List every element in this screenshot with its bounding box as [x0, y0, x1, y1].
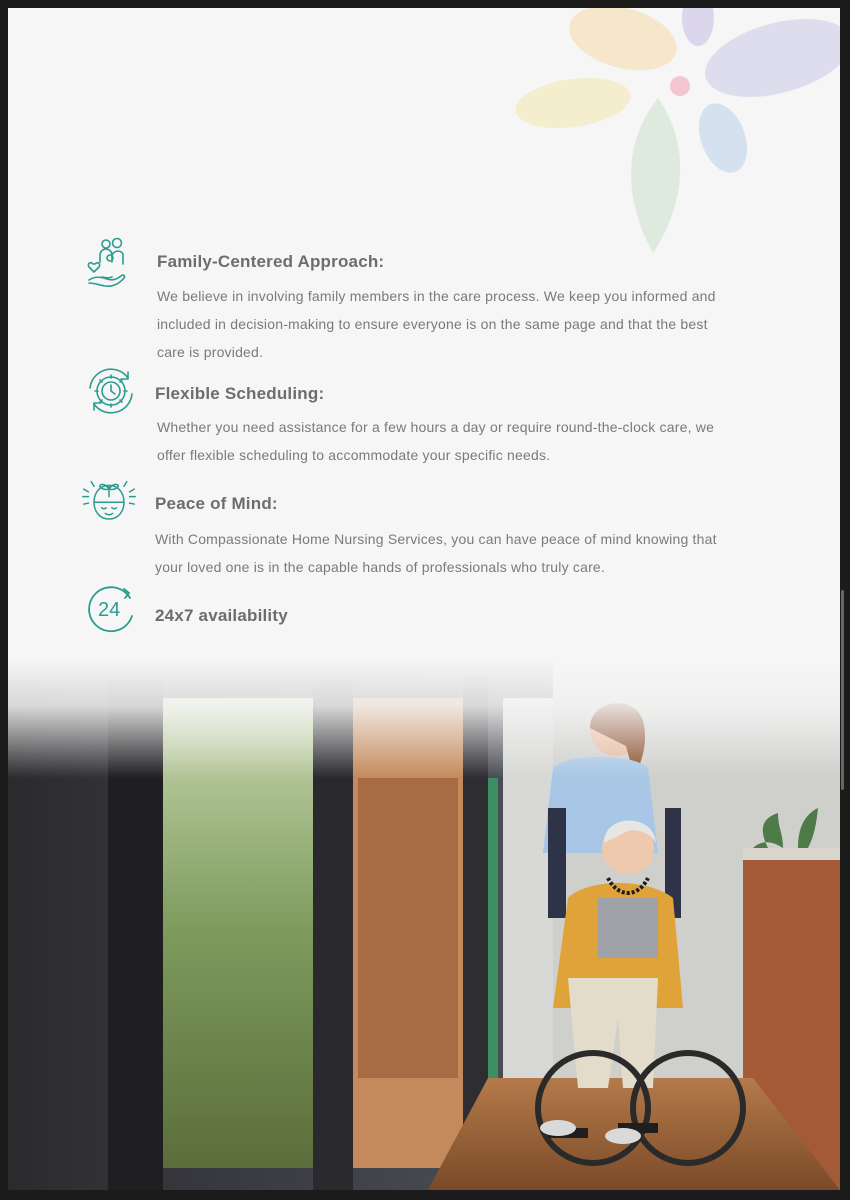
description-line: Whether you need assistance for a few hours a day or require round-the-clock care, we: [157, 419, 715, 435]
photo-top-fade: [8, 658, 840, 778]
feature-title: Flexible Scheduling:: [155, 384, 325, 403]
description-line: included in decision-making to ensure everyone is on the same page and that the best: [157, 316, 708, 332]
feature-description: [155, 525, 717, 581]
mind-head-plant-icon: [80, 476, 138, 534]
family-hands-heart-icon: [82, 234, 140, 292]
scrollbar-thumb[interactable]: [841, 590, 844, 790]
description-line: offer flexible scheduling to accommodate your specific needs.: [157, 447, 551, 463]
feature-title: 24x7 availability: [155, 606, 288, 625]
description-line: With Compassionate Home Nursing Services, you can have peace of mind knowing that: [155, 531, 717, 547]
24-hours-icon: [86, 582, 140, 636]
feature-title: Family-Centered Approach:: [157, 252, 385, 271]
description-line: We believe in involving family members in the care process. We keep you informed and: [157, 288, 716, 304]
brochure-page: [8, 8, 840, 1190]
description-line: your loved one is in the capable hands of professionals who truly care.: [155, 559, 606, 575]
caregiver-photo: [8, 658, 840, 1190]
24-hours-icon-text: 24: [98, 599, 121, 621]
feature-title: Peace of Mind:: [155, 494, 278, 513]
feature-description: [157, 282, 716, 366]
description-line: care is provided.: [157, 344, 264, 360]
clock-gear-cycle-icon: [82, 362, 140, 420]
feature-description: [157, 413, 714, 469]
flower-logo-icon: [508, 8, 840, 268]
